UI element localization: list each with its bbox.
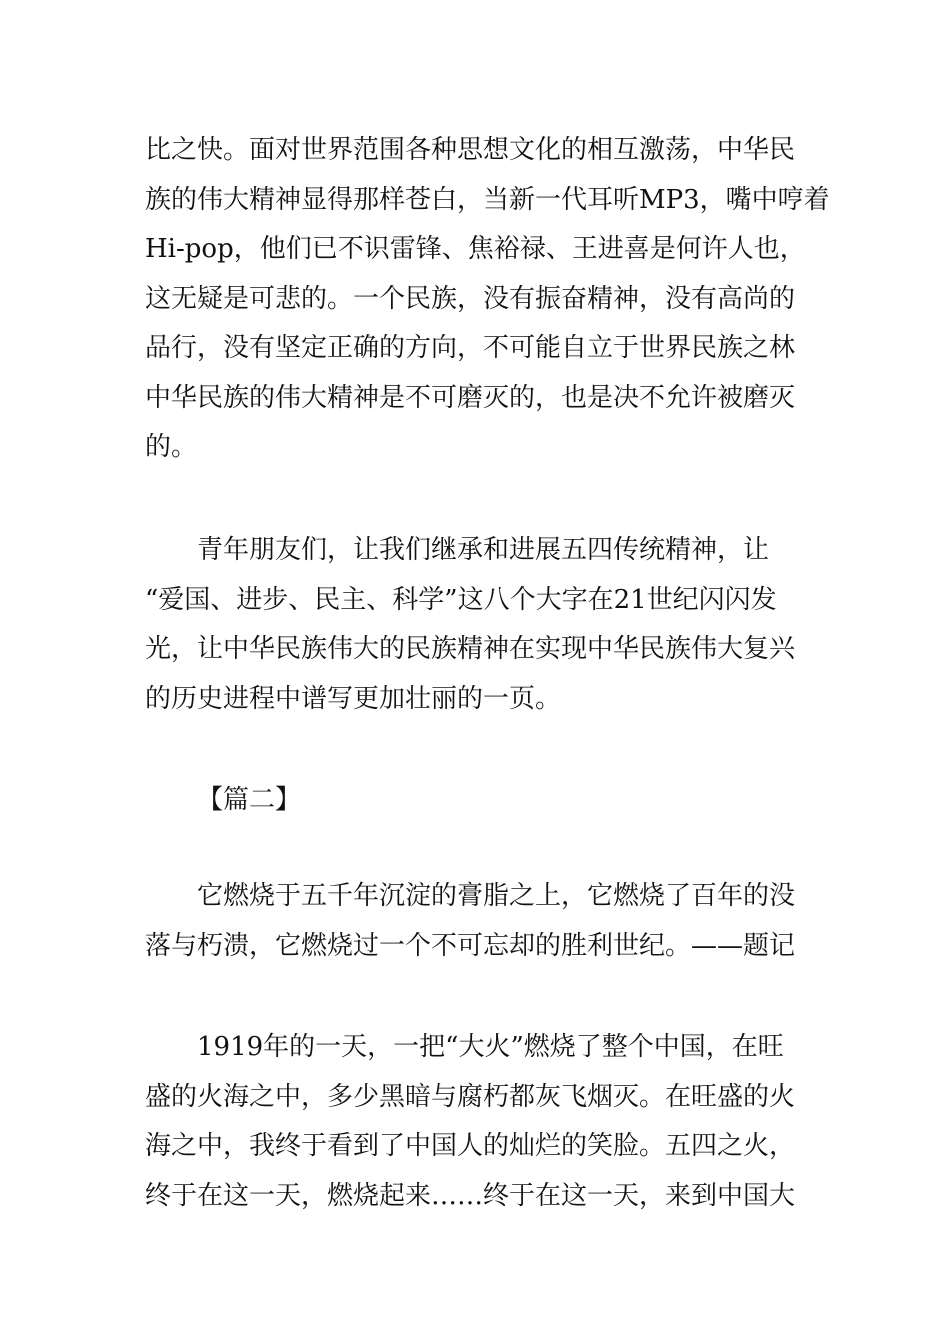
text-line: 这无疑是可悲的。一个民族，没有振奋精神，没有高尚的 xyxy=(145,283,796,314)
text-line: 终于在这一天，燃烧起来……终于在这一天，来到中国大 xyxy=(145,1180,796,1211)
paragraph-1 xyxy=(145,126,830,473)
paragraph-3 xyxy=(145,872,810,971)
text-line: 海之中，我终于看到了中国人的灿烂的笑脸。五四之火， xyxy=(145,1131,796,1161)
text-line: 的历史进程中谱写更加壮丽的一页。 xyxy=(145,683,562,714)
section-title: 【篇二】 xyxy=(197,785,302,815)
text-line: “爱国、进步、民主、科学”这八个大字在21世纪闪闪发 xyxy=(145,584,777,615)
text-line: 的。 xyxy=(145,432,198,462)
text-line: 品行，没有坚定正确的方向，不可能自立于世界民族之林 xyxy=(145,333,796,363)
text-line: 中华民族的伟大精神是不可磨灭的，也是决不允许被磨灭 xyxy=(145,382,796,413)
paragraph-2 xyxy=(145,526,810,724)
text-line: 青年朋友们，让我们继承和进展五四传统精神，让 xyxy=(197,535,770,565)
text-line: 1919年的一天，一把“大火”燃烧了整个中国，在旺 xyxy=(197,1032,784,1062)
section-heading xyxy=(145,776,810,826)
text-line: 它燃烧于五千年沉淀的膏脂之上，它燃烧了百年的没 xyxy=(197,881,796,911)
paragraph-4 xyxy=(145,1023,810,1221)
text-line: 盛的火海之中，多少黑暗与腐朽都灰飞烟灭。在旺盛的火 xyxy=(145,1081,796,1112)
text-line: 比之快。面对世界范围各种思想文化的相互激荡，中华民 xyxy=(145,135,796,165)
text-line: Hi-pop，他们已不识雷锋、焦裕禄、王进喜是何许人也， xyxy=(145,234,806,264)
text-line: 光，让中华民族伟大的民族精神在实现中华民族伟大复兴 xyxy=(145,634,796,664)
text-line: 落与朽溃，它燃烧过一个不可忘却的胜利世纪。——题记 xyxy=(145,930,796,961)
text-line: 族的伟大精神显得那样苍白，当新一代耳听MP3，嘴中哼着 xyxy=(145,184,830,215)
